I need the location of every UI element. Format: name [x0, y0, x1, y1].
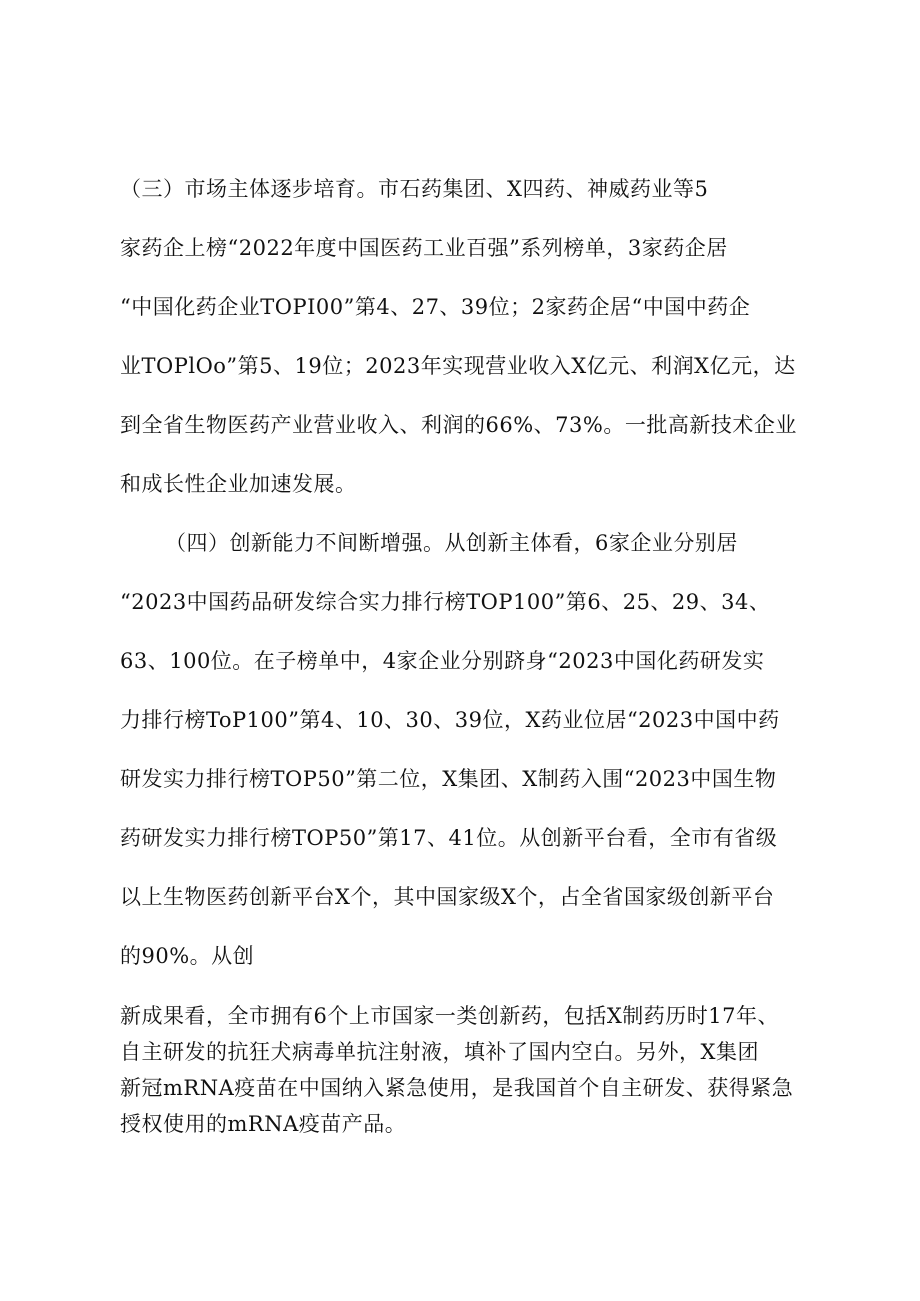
section3-line-2: 家药企上榜“2022年度中国医药工业百强”系列榜单，3家药企居 — [120, 236, 728, 260]
section4-line-7: 以上生物医药创新平台X个，其中国家级X个，占全省国家级创新平台 — [120, 885, 775, 909]
section4-line-8: 的90%。从创 — [120, 944, 255, 968]
section4-line-6: 药研发实力排行榜TOP50”第17、41位。从创新平台看，全市有省级 — [120, 826, 778, 850]
section3-line-4: 业TOPlOo”第5、19位；2023年实现营业收入X亿元、利润X亿元，达 — [120, 354, 796, 378]
section4-line-5: 研发实力排行榜TOP50”第二位，X集团、X制药入围“2023中国生物 — [120, 767, 777, 791]
continuation-line-4: 授权使用的mRNA疫苗产品。 — [120, 1112, 407, 1136]
section3-line-1: （三）市场主体逐步培育。市石药集团、X四药、神威药业等5 — [120, 177, 709, 201]
section4-line-3: 63、100位。在子榜单中，4家企业分别跻身“2023中国化药研发实 — [120, 649, 765, 673]
section3-line-5: 到全省生物医药产业营业收入、利润的66%、73%。一批高新技术企业 — [120, 413, 797, 437]
section4-line-4: 力排行榜ToP100”第4、10、30、39位，X药业位居“2023中国中药 — [120, 708, 780, 732]
section4-line-1: （四）创新能力不间断增强。从创新主体看，6家企业分别居 — [165, 531, 738, 555]
section4-line-2: “2023中国药品研发综合实力排行榜TOP100”第6、25、29、34、 — [120, 590, 771, 614]
continuation-line-2: 自主研发的抗狂犬病毒单抗注射液，填补了国内空白。另外，X集团 — [120, 1040, 759, 1064]
continuation-line-3: 新冠mRNA疫苗在中国纳入紧急使用，是我国首个自主研发、获得紧急 — [120, 1076, 794, 1100]
continuation-line-1: 新成果看，全市拥有6个上市国家一类创新药，包括X制药历时17年、 — [120, 1004, 780, 1028]
section3-line-6: 和成长性企业加速发展。 — [120, 472, 357, 496]
section3-line-3: “中国化药企业TOPI00”第4、27、39位；2家药企居“中国中药企 — [120, 295, 751, 319]
